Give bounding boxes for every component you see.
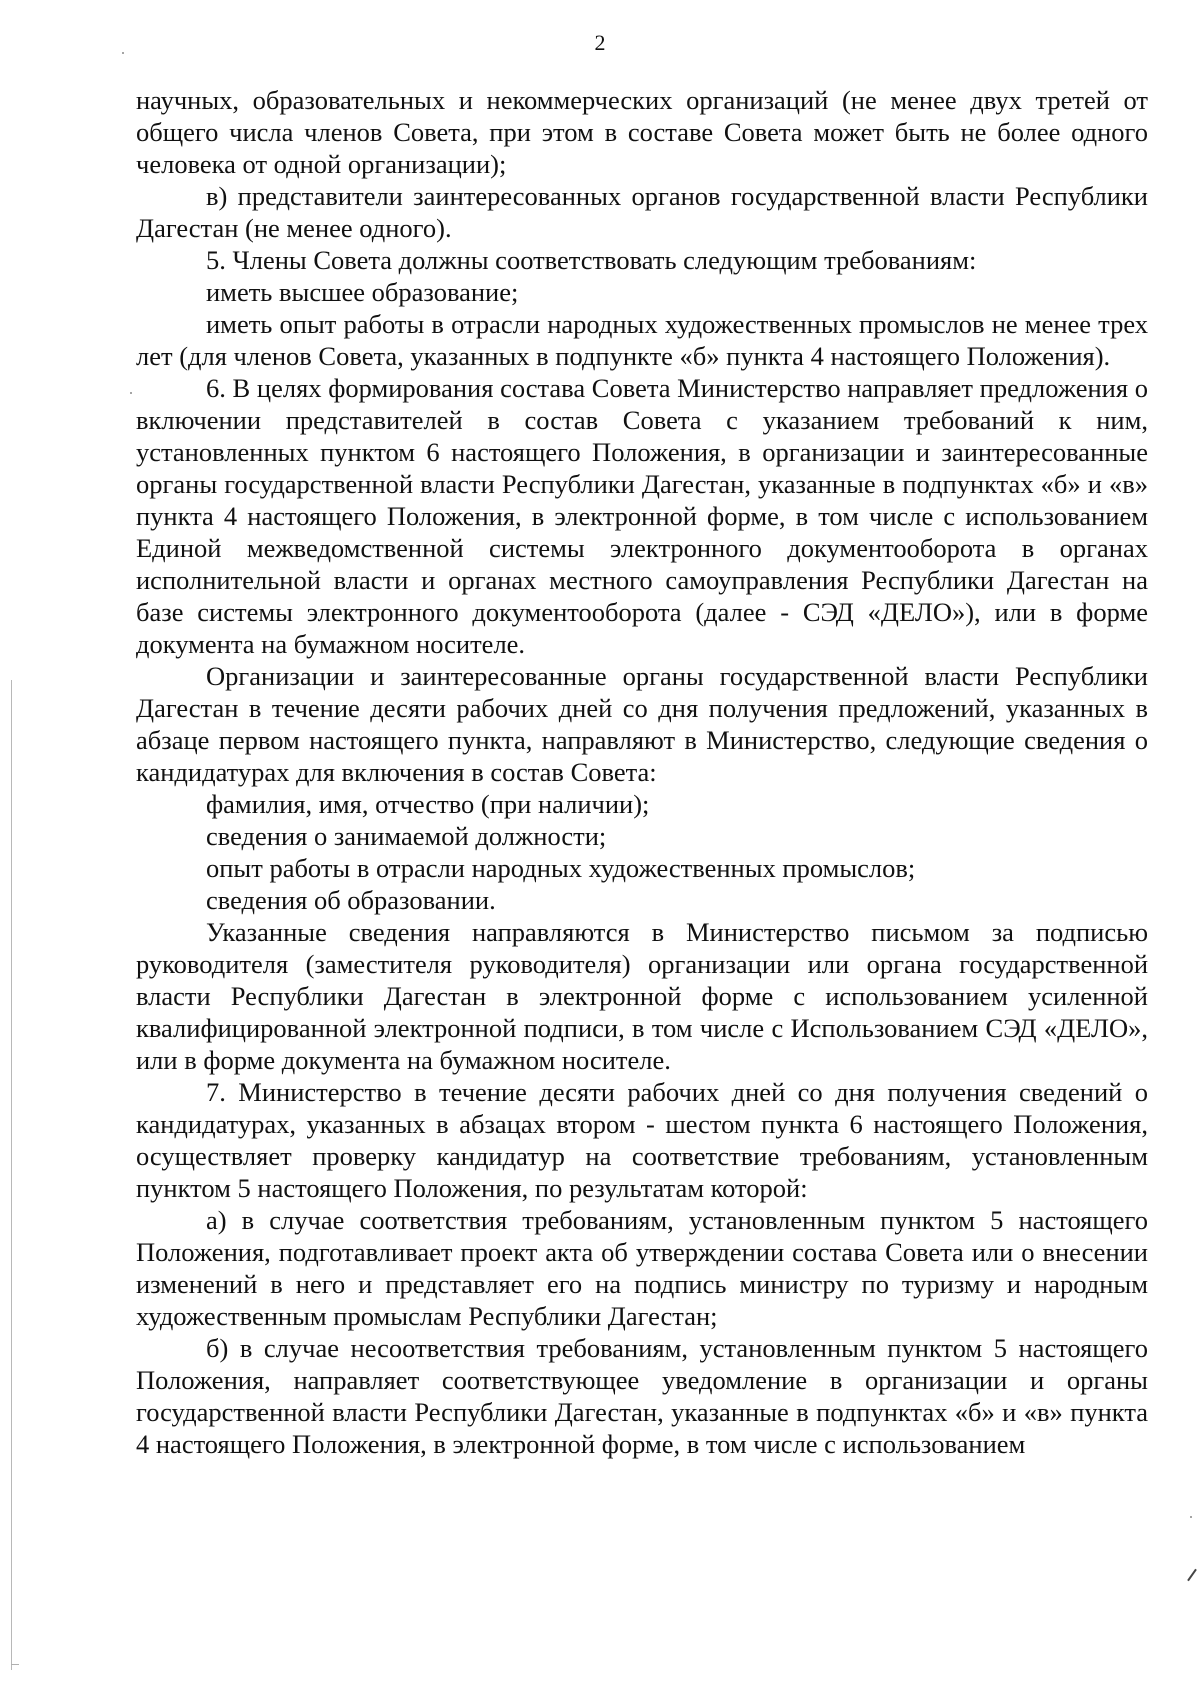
paragraph: в) представители заинтересованных органов государственной власти Республики Дагестан (не менее одного). bbox=[136, 181, 1148, 243]
scan-artifact-mark bbox=[1187, 1569, 1197, 1582]
paragraph: Указанные сведения направляются в Министерство письмом за подписью руководителя (заместителя руководителя) организации или органа государственной власти Республики Дагестан в электронной форме с использованием усиленной квалифицированной электронной подписи, в том числе с Использованием СЭД «ДЕЛО», или в форме документа на бумажном носителе. bbox=[136, 917, 1148, 1075]
paragraph: 5. Члены Совета должны соответствовать следующим требованиям: bbox=[206, 245, 977, 275]
scan-artifact-dot bbox=[1190, 1516, 1192, 1518]
scan-artifact-corner bbox=[11, 1664, 19, 1665]
document-body bbox=[136, 84, 1148, 1460]
scan-artifact-line bbox=[11, 680, 12, 1670]
page-number: 2 bbox=[594, 30, 606, 55]
paragraph: 7. Министерство в течение десяти рабочих дней со дня получения сведений о кандидатурах, указанных в абзацах втором - шестом пункта 6 настоящего Положения, осуществляет проверку кандидатур на соответствие требованиям, установленным пунктом 5 настоящего Положения, по результатам которой: bbox=[136, 1077, 1148, 1203]
paragraph: иметь опыт работы в отрасли народных художественных промыслов не менее трех лет (для членов Совета, указанных в подпункте «б» пункта 4 настоящего Положения). bbox=[136, 309, 1148, 371]
list-item: фамилия, имя, отчество (при наличии); bbox=[206, 789, 650, 819]
list-item: сведения об образовании. bbox=[206, 885, 496, 915]
paragraph: б) в случае несоответствия требованиям, установленным пунктом 5 настоящего Положения, направляет соответствующее уведомление в организации и органы государственной власти Республики Дагестан, указанные в подпунктах «б» и «в» пункта 4 настоящего Положения, в электронной форме, в том числе с использованием bbox=[136, 1333, 1148, 1459]
paragraph: иметь высшее образование; bbox=[206, 277, 519, 307]
list-item: сведения о занимаемой должности; bbox=[206, 821, 607, 851]
paragraph: Организации и заинтересованные органы государственной власти Республики Дагестан в течение десяти рабочих дней со дня получения предложений, указанных в абзаце первом настоящего пункта, направляют в Министерство, следующие сведения о кандидатурах для включения в состав Совета: bbox=[136, 661, 1148, 787]
paragraph: научных, образовательных и некоммерческих организаций (не менее двух третей от общего числа членов Совета, при этом в составе Совета может быть не более одного человека от одной организации); bbox=[136, 85, 1148, 179]
paragraph: 6. В целях формирования состава Совета Министерство направляет предложения о включении представителей в состав Совета с указанием требований к ним, установленных пунктом 6 настоящего Положения, в организации и заинтересованные органы государственной власти Республики Дагестан, указанные в подпунктах «б» и «в» пункта 4 настоящего Положения, в электронной форме, в том числе с использованием Единой межведомственной системы электронного документооборота в органах исполнительной власти и органах местного самоуправления Республики Дагестан на базе системы электронного документооборота (далее - СЭД «ДЕЛО»), или в форме документа на бумажном носителе. bbox=[136, 373, 1148, 659]
scan-artifact-dot bbox=[122, 52, 124, 54]
paragraph: а) в случае соответствия требованиям, установленным пунктом 5 настоящего Положения, подготавливает проект акта об утверждении состава Совета или о внесении изменений в него и представляет его на подпись министру по туризму и народным художественным промыслам Республики Дагестан; bbox=[136, 1205, 1148, 1331]
list-item: опыт работы в отрасли народных художественных промыслов; bbox=[206, 853, 916, 883]
scan-artifact-dot bbox=[130, 392, 132, 394]
